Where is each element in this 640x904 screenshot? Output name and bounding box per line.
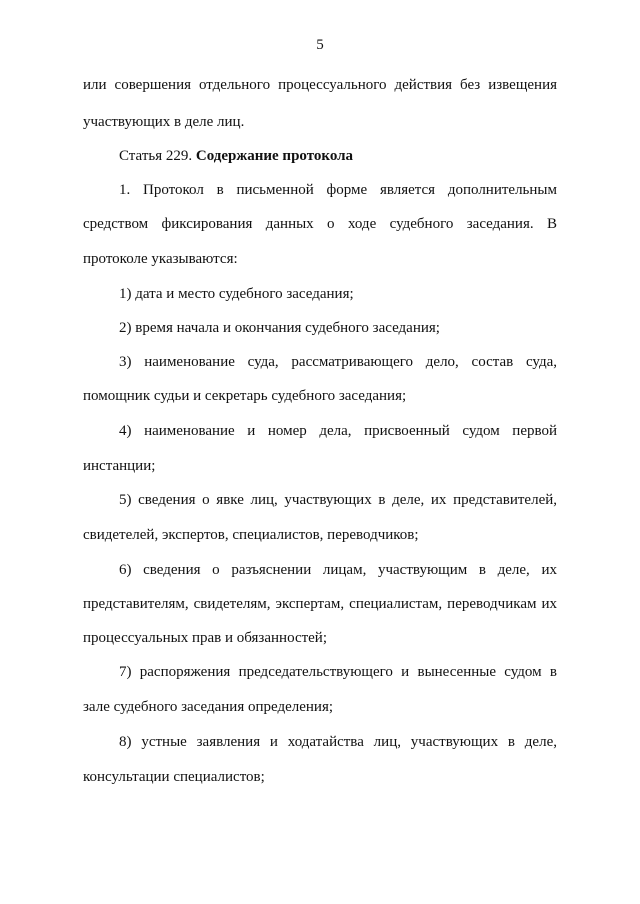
article-number: Статья 229. (119, 148, 196, 164)
list-item-6-line-1: 6) сведения о разъяснении лицам, участвующим в деле, их (119, 562, 557, 578)
list-item-4-line-1: 4) наименование и номер дела, присвоенный судом первой (119, 423, 557, 439)
list-item-6-line-3: процессуальных прав и обязанностей; (83, 630, 328, 646)
list-item-3-line-2: помощник судьи и секретарь судебного заседания; (83, 388, 407, 404)
list-item-6-line-2: представителям, свидетелям, экспертам, специалистам, переводчикам их (83, 596, 557, 612)
article-heading (119, 147, 557, 165)
article-title: Содержание протокола (195, 148, 354, 164)
clause-1-line-1: 1. Протокол в письменной форме является дополнительным (119, 182, 557, 198)
list-item-4-line-2: инстанции; (83, 458, 156, 474)
clause-1-line-2: средством фиксирования данных о ходе судебного заседания. В (83, 216, 557, 232)
list-item-7-line-1: 7) распоряжения председательствующего и вынесенные судом в (119, 664, 557, 680)
clause-1-line-3: протоколе указываются: (83, 251, 238, 267)
list-item-2: 2) время начала и окончания судебного заседания; (119, 320, 440, 336)
list-item-8-line-2: консультации специалистов; (83, 769, 265, 785)
list-item-1: 1) дата и место судебного заседания; (119, 286, 354, 302)
list-item-3-line-1: 3) наименование суда, рассматривающего дело, состав суда, (119, 354, 557, 370)
list-item-5-line-2: свидетелей, экспертов, специалистов, переводчиков; (83, 527, 419, 543)
list-item-7-line-2: зале судебного заседания определения; (83, 699, 334, 715)
continuation-line-1: или совершения отдельного процессуального действия без извещения (83, 77, 557, 93)
list-item-5-line-1: 5) сведения о явке лиц, участвующих в деле, их представителей, (119, 492, 557, 508)
page-number: 5 (316, 37, 324, 53)
list-item-8-line-1: 8) устные заявления и ходатайства лиц, участвующих в деле, (119, 734, 557, 750)
continuation-line-2: участвующих в деле лиц. (83, 114, 245, 130)
